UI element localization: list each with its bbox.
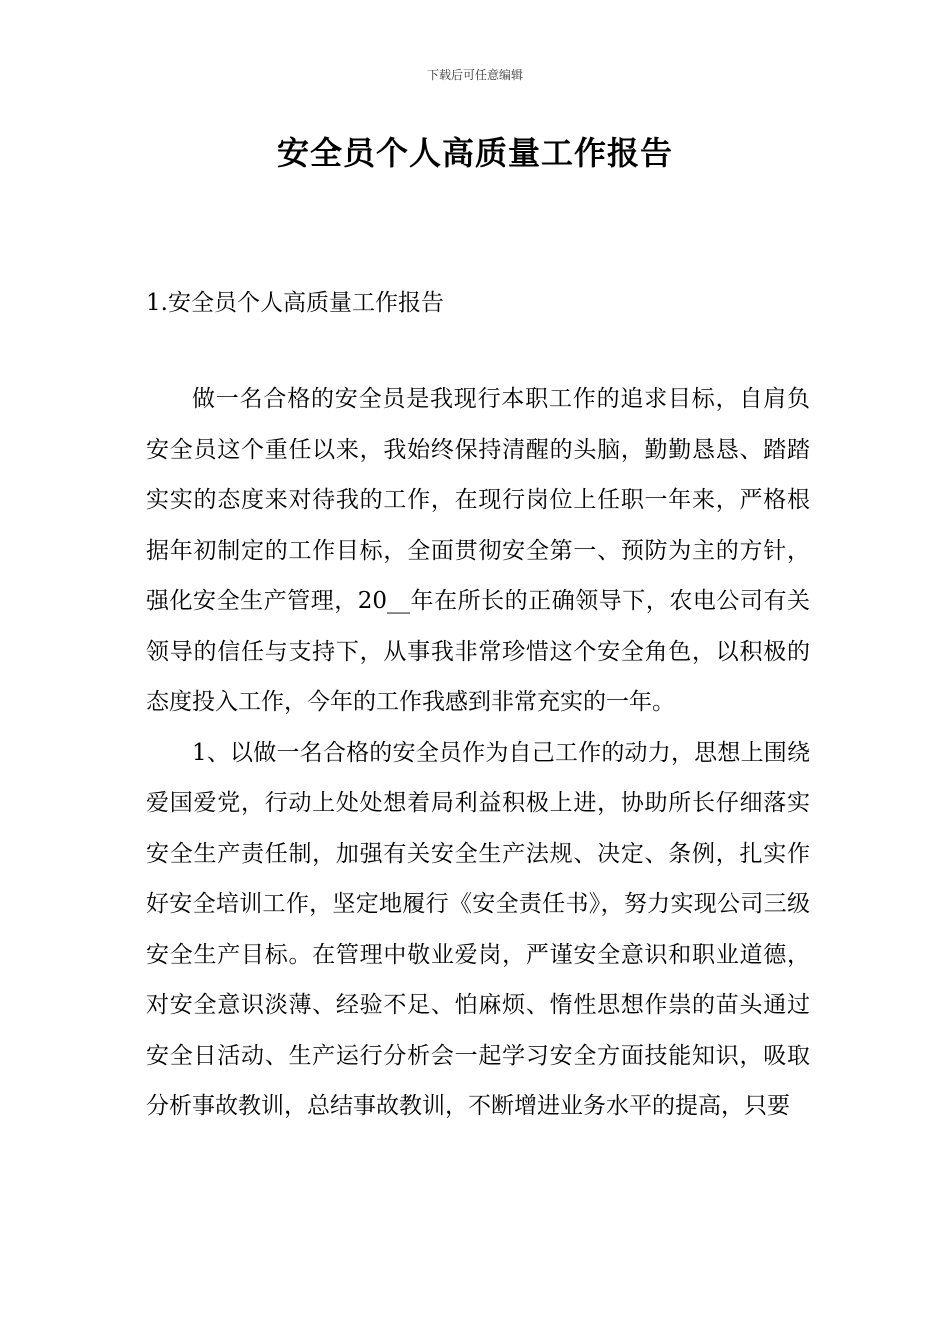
paragraph: 1、以做一名合格的安全员作为自己工作的动力，思想上围绕爱国爱党，行动上处处想着局利益积极上进，协助所长仔细落实安全生产责任制，加强有关安全生产法规、决定、条例，扎实作好安全培训工作，坚定地履行《安全责任书》，努力实现公司三级安全生产目标。在管理中敬业爱岗，严谨安全意识和职业道德，对安全意识淡薄、经验不足、怕麻烦、惰性思想作祟的苗头通过安全日活动、生产运行分析会一起学习安全方面技能知识，吸取分析事故教训，总结事故教训，不断增进业务水平的提高，只要	[146, 739, 810, 1119]
document-title: 安全员个人高质量工作报告	[276, 134, 673, 172]
paragraph: 做一名合格的安全员是我现行本职工作的追求目标，自肩负安全员这个重任以来，我始终保持清醒的头脑，勤勤恳恳、踏踏实实的态度来对待我的工作，在现行岗位上任职一年来，严格根据年初制定的工作目标，全面贯彻安全第一、预防为主的方针，强化安全生产管理，20__年在所长的正确领导下，农电公司有关领导的信任与支持下，从事我非常珍惜这个安全角色，以积极的态度投入工作，今年的工作我感到非常充实的一年。	[146, 386, 810, 715]
section-heading: 1.安全员个人高质量工作报告	[146, 290, 444, 316]
header-note: 下载后可任意编辑	[426, 68, 523, 82]
body-text	[146, 374, 810, 1132]
